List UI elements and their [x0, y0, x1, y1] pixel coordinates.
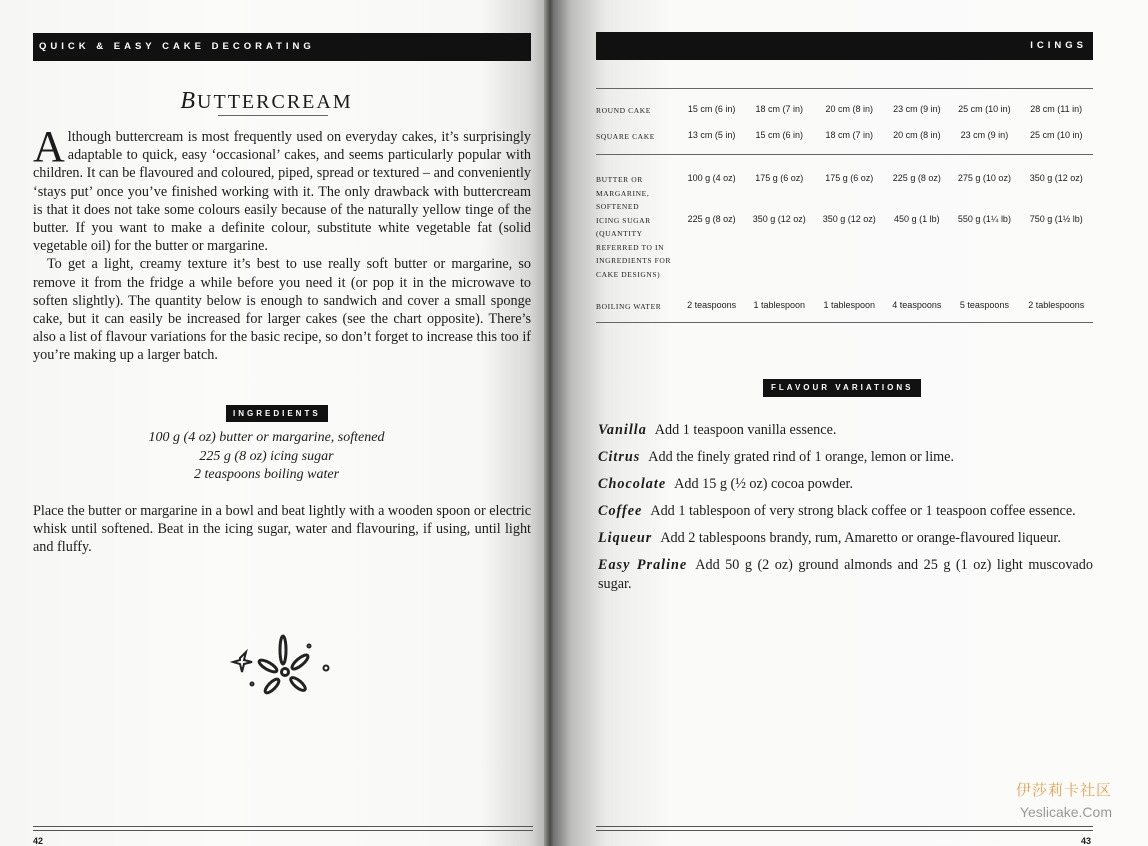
left-page	[0, 0, 546, 846]
title-rest: UTTERCREAM	[197, 91, 353, 113]
table-cell: 15 cm (6 in)	[755, 130, 803, 140]
drop-cap: A	[33, 122, 65, 171]
table-cell: 1 tablespoon	[814, 298, 884, 323]
flavour-name: Coffee	[598, 503, 643, 519]
flavour-item	[598, 421, 1093, 440]
right-page	[553, 0, 1148, 846]
intro-paragraph-1	[33, 122, 531, 255]
table-cell: 225 g (8 oz)	[884, 155, 949, 214]
table-cell: 350 g (12 oz)	[752, 213, 806, 224]
table-cell: 5 teaspoons	[949, 298, 1019, 323]
table-cell: 23 cm (9 in)	[960, 130, 1009, 140]
table-cell: 2 tablespoons	[1019, 298, 1093, 323]
recipe-title	[33, 88, 500, 115]
page-number-right: 43	[1081, 836, 1092, 846]
flavour-text: Add 1 tablespoon of very strong black coffee or 1 teaspoon coffee essence.	[650, 503, 1076, 519]
table-top-rule	[596, 88, 1093, 89]
table-cell: 275 g (10 oz)	[949, 155, 1019, 214]
running-header-right: ICINGS	[596, 32, 1093, 60]
table-cell: 450 g (1 lb)	[894, 213, 940, 224]
flavour-text: Add 2 tablespoons brandy, rum, Amaretto or orange-flavoured liqueur.	[660, 530, 1061, 546]
intro-paragraph-2: To get a light, creamy texture it’s best to use really soft butter or margarine, so remove it from the fridge a while before you need it (or pop it in the microwave to soften slightly). The quantity below is enough to sandwich and cover a small sponge cake, but it can easily be increased for larger cakes (see the chart opposite). There’s also a list of flavour variations for the basic recipe, so don’t forget to increase this too if you’re making up a larger batch.	[33, 256, 531, 364]
flavour-name: Chocolate	[598, 476, 667, 492]
flavour-item	[598, 475, 1093, 494]
title-initial: B	[180, 88, 198, 114]
table-cell: 23 cm (9 in)	[893, 104, 941, 114]
flavour-text: Add 15 g (½ oz) cocoa powder.	[674, 476, 853, 492]
table-row	[596, 100, 1093, 130]
footer-rule-right	[596, 826, 1093, 831]
paragraph-1-text: lthough buttercream is most frequently used on everyday cakes, it’s surprisingly adaptable to quick, easy ‘occasional’ cakes, and seems particularly popular with children. It can be flavoured and coloured, piped, spread or textured – and conveniently ‘stays put’ once you’ve finished working with it. The only drawback with buttercream is that it does not take some colours easily because of the naturally yellow tinge of the butter. If you want to make a definite colour, substitute white vegetable fat (solid vegetable oil) for the butter or margarine.	[33, 129, 531, 255]
table-cell: 18 cm (7 in)	[825, 130, 873, 140]
table-cell: 28 cm (11 in)	[1030, 104, 1083, 114]
table-cell: 18 cm (7 in)	[755, 104, 803, 114]
table-cell: 350 g (12 oz)	[1019, 155, 1093, 214]
ingredients-label: INGREDIENTS	[226, 405, 328, 422]
ingredient-item: 225 g (8 oz) icing sugar	[199, 448, 334, 464]
running-header-left: QUICK & EASY CAKE DECORATING	[33, 33, 531, 61]
table-cell: 25 cm (10 in)	[958, 104, 1011, 114]
table-row	[596, 298, 1093, 323]
flavour-variations-list	[598, 421, 1093, 602]
flavour-variations-label: FLAVOUR VARIATIONS	[763, 379, 921, 397]
flavour-name: Citrus	[598, 449, 641, 465]
ingredient-item: 100 g (4 oz) butter or margarine, softened	[148, 430, 385, 445]
table-cell: 100 g (4 oz)	[679, 155, 744, 214]
flavour-item	[598, 529, 1093, 548]
flavour-name: Easy Praline	[598, 557, 688, 573]
table-cell: 550 g (1¼ lb)	[957, 213, 1011, 224]
table-cell: 175 g (6 oz)	[814, 155, 884, 214]
watermark-english: Yeslicake.Com	[1019, 804, 1112, 820]
flavour-text: Add 50 g (2 oz) ground almonds and 25 g (1 oz) light muscovado sugar.	[598, 557, 1093, 592]
table-cell: 20 cm (8 in)	[825, 104, 873, 114]
title-underline	[218, 115, 328, 116]
table-row	[596, 155, 1093, 214]
watermark-chinese: 伊莎莉卡社区	[1015, 782, 1112, 799]
table-cell: 2 teaspoons	[679, 298, 744, 323]
row-label: ICING SUGAR (QUANTITY REFERRED TO IN INGREDIENTS FOR CAKE DESIGNS)	[596, 215, 672, 279]
page-number-left: 42	[33, 836, 44, 846]
table-cell: 1 tablespoon	[744, 298, 814, 323]
ingredient-item: 2 teaspoons boiling water	[193, 467, 340, 482]
flavour-text: Add 1 teaspoon vanilla essence.	[654, 422, 837, 438]
row-label: SQUARE CAKE	[596, 132, 655, 141]
row-label: BOILING WATER	[596, 298, 679, 323]
table-cell: 13 cm (5 in)	[687, 130, 736, 140]
table-row	[596, 130, 1093, 155]
flavour-item	[598, 448, 1093, 467]
row-label: ROUND CAKE	[596, 106, 651, 115]
flavour-text: Add the finely grated rind of 1 orange, lemon or lime.	[648, 449, 955, 465]
table-cell: 20 cm (8 in)	[893, 130, 941, 140]
footer-rule-left	[33, 826, 533, 831]
table-cell: 25 cm (10 in)	[1029, 130, 1083, 140]
quantity-table	[596, 100, 1093, 323]
flower-doodle-icon	[230, 628, 334, 704]
table-cell: 750 g (1½ lb)	[1029, 213, 1083, 224]
flavour-item	[598, 556, 1093, 593]
row-label: BUTTER OR MARGARINE, SOFTENED	[596, 155, 679, 214]
table-cell: 4 teaspoons	[884, 298, 949, 323]
flavour-name: Vanilla	[598, 422, 647, 438]
ingredients-list	[33, 429, 500, 485]
table-row	[596, 214, 1093, 298]
flavour-item	[598, 502, 1093, 521]
table-cell: 350 g (12 oz)	[822, 213, 876, 224]
table-cell: 225 g (8 oz)	[687, 213, 736, 224]
intro-text	[33, 122, 531, 365]
table-cell: 15 cm (6 in)	[687, 104, 736, 114]
flavour-name: Liqueur	[598, 530, 653, 546]
table-cell: 175 g (6 oz)	[744, 155, 814, 214]
method-text: Place the butter or margarine in a bowl and beat lightly with a wooden spoon or electric whisk until softened. Beat in the icing sugar, water and flavouring, if using, until light and fluffy.	[33, 503, 531, 556]
